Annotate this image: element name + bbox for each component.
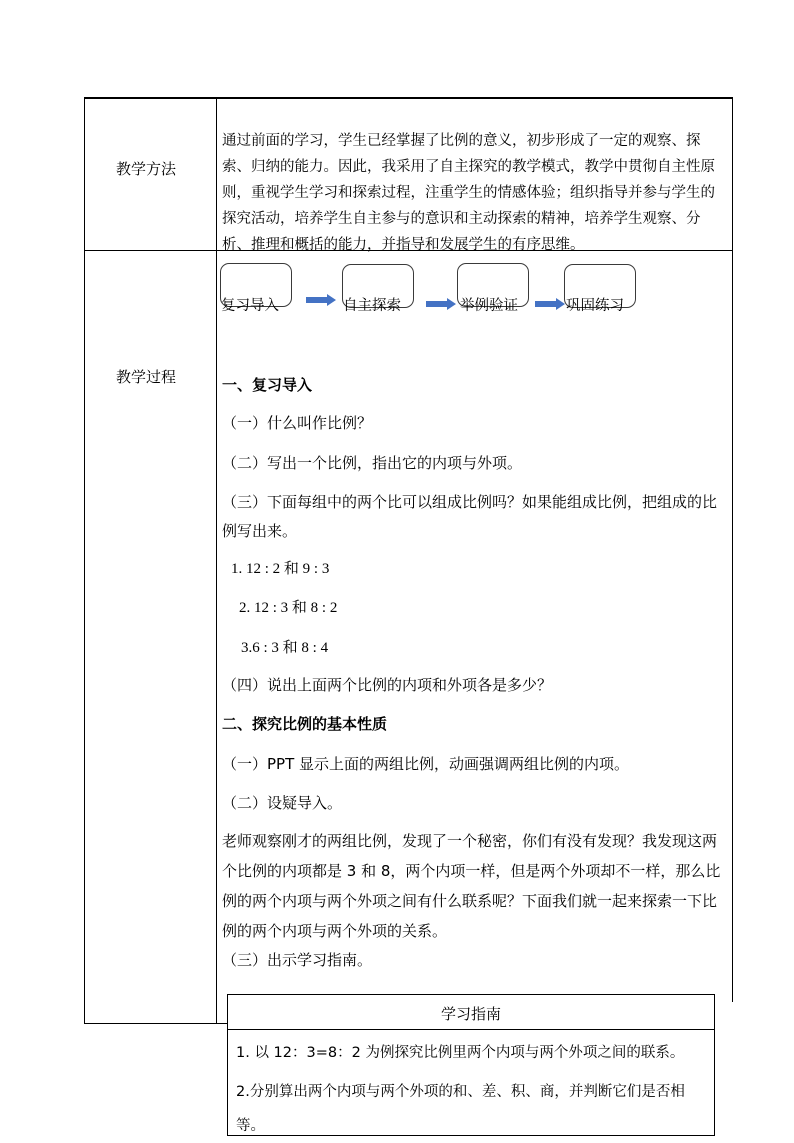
table-left-border <box>84 97 85 1024</box>
study-guide-line-2: 2.分别算出两个内项与两个外项的和、差、积、商，并判断它们是否相等。 <box>236 1084 685 1134</box>
explore-step-3: （三）出示学习指南。 <box>222 951 373 969</box>
explore-step-1: （一）PPT 显示上面的两组比例，动画强调两组比例的内项。 <box>222 755 630 773</box>
table-top-border <box>84 97 733 99</box>
study-guide-box <box>227 994 715 1136</box>
flow-step-2: 自主探索 <box>343 298 401 314</box>
section1-title: 一、复习导入 <box>222 376 313 394</box>
table-right-border <box>732 97 733 1002</box>
flow-step-3: 举例验证 <box>460 298 518 314</box>
review-question-4: （四）说出上面两个比例的内项和外项各是多少？ <box>222 676 553 694</box>
process-label: 教学过程 <box>116 368 177 386</box>
flow-arrow-1-icon <box>306 294 336 306</box>
study-guide-title: 学习指南 <box>440 1005 501 1023</box>
explore-paragraph: 老师观察刚才的两组比例，发现了一个秘密，你们有没有发现？我发现这两个比例的内项都是 3 和 8，两个内项一样，但是两个外项却不一样，那么比例的两个内项与两个外项之间有什么联系呢？下面我们就一起来探索一下比例的两个内项与两个外项的关系。 <box>222 832 721 940</box>
review-question-2: （二）写出一个比例，指出它的内项与外项。 <box>222 454 523 472</box>
exercise-item-2: 2. 12 : 3 和 8 : 2 <box>239 600 338 616</box>
table-column-divider <box>216 97 217 1024</box>
study-guide-title-divider <box>228 1029 714 1030</box>
method-label: 教学方法 <box>116 160 177 178</box>
section2-title: 二、探究比例的基本性质 <box>222 715 388 733</box>
explore-step-2: （二）设疑导入。 <box>222 794 343 812</box>
method-text: 通过前面的学习，学生已经掌握了比例的意义，初步形成了一定的观察、探索、归纳的能力。因此，我采用了自主探究的教学模式，教学中贯彻自主性原则，重视学生学习和探索过程，注重学生的情感体验；组织指导并参与学生的探究活动，培养学生自主参与的意识和主动探索的精神，培养学生观察、分析、推理和概括的能力，并指导和发展学生的有序思维。 <box>222 133 715 253</box>
flow-step-4: 巩固练习 <box>566 298 624 314</box>
flow-arrow-3-icon <box>535 298 565 310</box>
flow-step-1: 复习导入 <box>221 298 279 314</box>
flow-arrow-2-icon <box>426 298 456 310</box>
study-guide-line-1: 1. 以 12：3=8：2 为例探究比例里两个内项与两个外项之间的联系。 <box>236 1045 685 1061</box>
table-bottom-border <box>84 1023 228 1024</box>
review-question-3: （三）下面每组中的两个比可以组成比例吗？如果能组成比例，把组成的比例写出来。 <box>222 493 718 540</box>
exercise-item-1: 1. 12 : 2 和 9 : 3 <box>231 561 330 577</box>
review-question-1: （一）什么叫作比例？ <box>222 414 373 432</box>
exercise-item-3: 3.6 : 3 和 8 : 4 <box>241 640 329 656</box>
